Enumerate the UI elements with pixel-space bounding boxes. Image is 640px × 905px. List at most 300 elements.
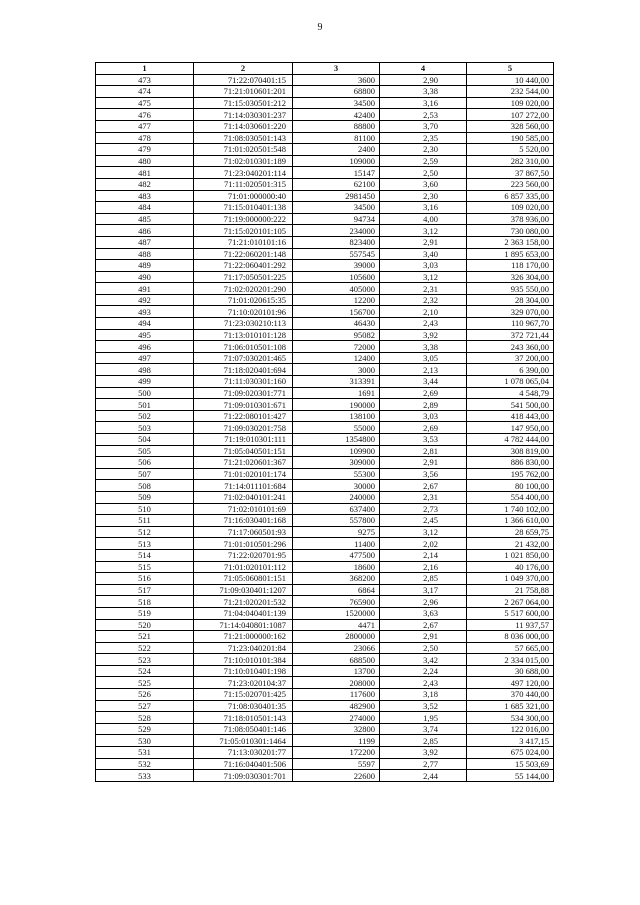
cadastral-number-cell: 71:02:040101:241: [194, 491, 293, 503]
row-number-cell: 525: [96, 677, 194, 689]
cadastral-number-cell: 71:16:030401:168: [194, 515, 293, 527]
row-number-cell: 477: [96, 120, 194, 132]
rate-cell: 2,91: [380, 236, 467, 248]
amount-cell: 28 659,75: [467, 526, 554, 538]
row-number-cell: 474: [96, 86, 194, 98]
cadastral-number-cell: 71:11:020501:315: [194, 178, 293, 190]
row-number-cell: 482: [96, 178, 194, 190]
cadastral-number-cell: 71:13:030201:77: [194, 747, 293, 759]
rate-cell: 3,52: [380, 700, 467, 712]
cadastral-number-cell: 71:17:050501:225: [194, 271, 293, 283]
table-row: [96, 399, 554, 411]
amount-cell: 30 688,00: [467, 665, 554, 677]
row-number-cell: 533: [96, 770, 194, 782]
table-row: [96, 144, 554, 156]
table-row: [96, 689, 554, 701]
table-row: [96, 700, 554, 712]
area-cell: 62100: [293, 178, 380, 190]
amount-cell: 21 432,00: [467, 538, 554, 550]
row-number-cell: 508: [96, 480, 194, 492]
table-row: [96, 538, 554, 550]
rate-cell: 2,53: [380, 109, 467, 121]
area-cell: 6864: [293, 584, 380, 596]
row-number-cell: 497: [96, 352, 194, 364]
area-cell: 11400: [293, 538, 380, 550]
row-number-cell: 487: [96, 236, 194, 248]
rate-cell: 3,44: [380, 376, 467, 388]
cadastral-number-cell: 71:23:020104:37: [194, 677, 293, 689]
area-cell: 30000: [293, 480, 380, 492]
column-header: 2: [194, 63, 293, 75]
rate-cell: 2,89: [380, 399, 467, 411]
cadastral-number-cell: 71:13:010101:128: [194, 329, 293, 341]
area-cell: 156700: [293, 306, 380, 318]
rate-cell: 2,02: [380, 538, 467, 550]
amount-cell: 80 100,00: [467, 480, 554, 492]
row-number-cell: 498: [96, 364, 194, 376]
cadastral-number-cell: 71:14:011101:684: [194, 480, 293, 492]
amount-cell: 118 170,00: [467, 260, 554, 272]
table-row: [96, 248, 554, 260]
rate-cell: 2,43: [380, 677, 467, 689]
area-cell: 3000: [293, 364, 380, 376]
amount-cell: 1 021 850,00: [467, 549, 554, 561]
rate-cell: 2,24: [380, 665, 467, 677]
table-row: [96, 631, 554, 643]
area-cell: 138100: [293, 410, 380, 422]
data-table: [95, 62, 554, 782]
amount-cell: 329 070,00: [467, 306, 554, 318]
amount-cell: 497 120,00: [467, 677, 554, 689]
table-row: [96, 364, 554, 376]
row-number-cell: 513: [96, 538, 194, 550]
cadastral-number-cell: 71:23:030210:113: [194, 318, 293, 330]
area-cell: 274000: [293, 712, 380, 724]
cadastral-number-cell: 71:15:020701:425: [194, 689, 293, 701]
amount-cell: 326 304,00: [467, 271, 554, 283]
table-row: [96, 178, 554, 190]
rate-cell: 2,45: [380, 515, 467, 527]
table-row: [96, 503, 554, 515]
area-cell: 9275: [293, 526, 380, 538]
rate-cell: 3,56: [380, 468, 467, 480]
table-header-row: [96, 63, 554, 75]
table-row: [96, 619, 554, 631]
amount-cell: 10 440,00: [467, 74, 554, 86]
cadastral-number-cell: 71:01:020101:174: [194, 468, 293, 480]
area-cell: 1199: [293, 735, 380, 747]
rate-cell: 3,16: [380, 97, 467, 109]
table-row: [96, 434, 554, 446]
row-number-cell: 530: [96, 735, 194, 747]
table-row: [96, 654, 554, 666]
row-number-cell: 486: [96, 225, 194, 237]
rate-cell: 4,00: [380, 213, 467, 225]
cadastral-number-cell: 71:09:030401:1207: [194, 584, 293, 596]
amount-cell: 5 517 600,00: [467, 607, 554, 619]
rate-cell: 2,90: [380, 74, 467, 86]
rate-cell: 3,63: [380, 607, 467, 619]
amount-cell: 1 078 065,04: [467, 376, 554, 388]
row-number-cell: 481: [96, 167, 194, 179]
rate-cell: 3,92: [380, 747, 467, 759]
row-number-cell: 514: [96, 549, 194, 561]
amount-cell: 195 762,00: [467, 468, 554, 480]
rate-cell: 3,12: [380, 225, 467, 237]
rate-cell: 2,35: [380, 132, 467, 144]
row-number-cell: 493: [96, 306, 194, 318]
area-cell: 4471: [293, 619, 380, 631]
cadastral-number-cell: 71:10:010401:198: [194, 665, 293, 677]
area-cell: 12200: [293, 294, 380, 306]
area-cell: 55300: [293, 468, 380, 480]
rate-cell: 3,38: [380, 86, 467, 98]
table-row: [96, 167, 554, 179]
page-number: 9: [317, 22, 323, 33]
amount-cell: 418 443,00: [467, 410, 554, 422]
table-row: [96, 190, 554, 202]
row-number-cell: 511: [96, 515, 194, 527]
rate-cell: 2,96: [380, 596, 467, 608]
row-number-cell: 521: [96, 631, 194, 643]
table-row: [96, 132, 554, 144]
rate-cell: 2,85: [380, 573, 467, 585]
row-number-cell: 524: [96, 665, 194, 677]
cadastral-number-cell: 71:15:030501:212: [194, 97, 293, 109]
rate-cell: 3,17: [380, 584, 467, 596]
cadastral-number-cell: 71:22:070401:15: [194, 74, 293, 86]
row-number-cell: 496: [96, 341, 194, 353]
row-number-cell: 519: [96, 607, 194, 619]
table-row: [96, 747, 554, 759]
area-cell: 42400: [293, 109, 380, 121]
amount-cell: 675 024,00: [467, 747, 554, 759]
rate-cell: 2,73: [380, 503, 467, 515]
amount-cell: 109 020,00: [467, 202, 554, 214]
cadastral-number-cell: 71:10:010101:384: [194, 654, 293, 666]
area-cell: 105600: [293, 271, 380, 283]
amount-cell: 554 400,00: [467, 491, 554, 503]
amount-cell: 28 304,00: [467, 294, 554, 306]
amount-cell: 122 016,00: [467, 723, 554, 735]
table-row: [96, 387, 554, 399]
rate-cell: 1,95: [380, 712, 467, 724]
amount-cell: 3 417,15: [467, 735, 554, 747]
rate-cell: 2,32: [380, 294, 467, 306]
table-row: [96, 584, 554, 596]
cadastral-number-cell: 71:11:030301:160: [194, 376, 293, 388]
row-number-cell: 480: [96, 155, 194, 167]
cadastral-number-cell: 71:05:040501:151: [194, 445, 293, 457]
row-number-cell: 491: [96, 283, 194, 295]
rate-cell: 2,50: [380, 642, 467, 654]
rate-cell: 2,91: [380, 631, 467, 643]
area-cell: 88800: [293, 120, 380, 132]
rate-cell: 2,81: [380, 445, 467, 457]
table-row: [96, 677, 554, 689]
row-number-cell: 504: [96, 434, 194, 446]
rate-cell: 3,18: [380, 689, 467, 701]
area-cell: 637400: [293, 503, 380, 515]
row-number-cell: 473: [96, 74, 194, 86]
row-number-cell: 512: [96, 526, 194, 538]
cadastral-number-cell: 71:15:010401:138: [194, 202, 293, 214]
cadastral-number-cell: 71:01:020615:35: [194, 294, 293, 306]
cadastral-number-cell: 71:23:040201:114: [194, 167, 293, 179]
area-cell: 368200: [293, 573, 380, 585]
cadastral-number-cell: 71:02:010101:69: [194, 503, 293, 515]
row-number-cell: 490: [96, 271, 194, 283]
row-number-cell: 507: [96, 468, 194, 480]
amount-cell: 6 390,00: [467, 364, 554, 376]
rate-cell: 3,38: [380, 341, 467, 353]
cadastral-number-cell: 71:05:060801:151: [194, 573, 293, 585]
rate-cell: 2,30: [380, 144, 467, 156]
rate-cell: 3,12: [380, 271, 467, 283]
table-row: [96, 422, 554, 434]
table-row: [96, 74, 554, 86]
column-header: 5: [467, 63, 554, 75]
table-row: [96, 86, 554, 98]
area-cell: 22600: [293, 770, 380, 782]
row-number-cell: 485: [96, 213, 194, 225]
area-cell: 172200: [293, 747, 380, 759]
rate-cell: 2,43: [380, 318, 467, 330]
table-row: [96, 376, 554, 388]
cadastral-number-cell: 71:01:010501:296: [194, 538, 293, 550]
rate-cell: 2,67: [380, 480, 467, 492]
amount-cell: 223 560,00: [467, 178, 554, 190]
area-cell: 208000: [293, 677, 380, 689]
amount-cell: 378 936,00: [467, 213, 554, 225]
cadastral-number-cell: 71:23:040201:84: [194, 642, 293, 654]
column-header: 4: [380, 63, 467, 75]
area-cell: 109000: [293, 155, 380, 167]
table-row: [96, 561, 554, 573]
table-row: [96, 225, 554, 237]
area-cell: 13700: [293, 665, 380, 677]
rate-cell: 3,42: [380, 654, 467, 666]
row-number-cell: 517: [96, 584, 194, 596]
area-cell: 823400: [293, 236, 380, 248]
row-number-cell: 495: [96, 329, 194, 341]
area-cell: 3600: [293, 74, 380, 86]
rate-cell: 2,91: [380, 457, 467, 469]
table-row: [96, 596, 554, 608]
table-row: [96, 549, 554, 561]
rate-cell: 2,31: [380, 491, 467, 503]
row-number-cell: 500: [96, 387, 194, 399]
row-number-cell: 478: [96, 132, 194, 144]
cadastral-number-cell: 71:18:020401:694: [194, 364, 293, 376]
table-row: [96, 341, 554, 353]
area-cell: 117600: [293, 689, 380, 701]
table-row: [96, 97, 554, 109]
rate-cell: 2,16: [380, 561, 467, 573]
row-number-cell: 527: [96, 700, 194, 712]
table-row: [96, 468, 554, 480]
area-cell: 81100: [293, 132, 380, 144]
row-number-cell: 529: [96, 723, 194, 735]
cadastral-number-cell: 71:08:030501:143: [194, 132, 293, 144]
amount-cell: 15 503,69: [467, 758, 554, 770]
amount-cell: 243 360,00: [467, 341, 554, 353]
area-cell: 23066: [293, 642, 380, 654]
cadastral-number-cell: 71:04:040401:139: [194, 607, 293, 619]
rate-cell: 2,14: [380, 549, 467, 561]
area-cell: 68800: [293, 86, 380, 98]
table-row: [96, 294, 554, 306]
amount-cell: 328 560,00: [467, 120, 554, 132]
rate-cell: 3,03: [380, 260, 467, 272]
area-cell: 240000: [293, 491, 380, 503]
rate-cell: 2,67: [380, 619, 467, 631]
table-row: [96, 283, 554, 295]
cadastral-number-cell: 71:02:010301:189: [194, 155, 293, 167]
cadastral-number-cell: 71:07:030201:465: [194, 352, 293, 364]
row-number-cell: 520: [96, 619, 194, 631]
rate-cell: 3,70: [380, 120, 467, 132]
row-number-cell: 518: [96, 596, 194, 608]
amount-cell: 109 020,00: [467, 97, 554, 109]
table-row: [96, 758, 554, 770]
row-number-cell: 499: [96, 376, 194, 388]
row-number-cell: 510: [96, 503, 194, 515]
cadastral-number-cell: 71:08:050401:146: [194, 723, 293, 735]
area-cell: 688500: [293, 654, 380, 666]
amount-cell: 886 830,00: [467, 457, 554, 469]
column-header: 1: [96, 63, 194, 75]
amount-cell: 5 520,00: [467, 144, 554, 156]
row-number-cell: 489: [96, 260, 194, 272]
area-cell: 234000: [293, 225, 380, 237]
cadastral-number-cell: 71:22:060401:292: [194, 260, 293, 272]
area-cell: 34500: [293, 202, 380, 214]
table-row: [96, 109, 554, 121]
area-cell: 32800: [293, 723, 380, 735]
table-row: [96, 712, 554, 724]
area-cell: 482900: [293, 700, 380, 712]
rate-cell: 3,74: [380, 723, 467, 735]
cadastral-number-cell: 71:09:010301:671: [194, 399, 293, 411]
amount-cell: 541 500,00: [467, 399, 554, 411]
row-number-cell: 523: [96, 654, 194, 666]
area-cell: 5597: [293, 758, 380, 770]
table-row: [96, 480, 554, 492]
table-row: [96, 329, 554, 341]
amount-cell: 232 544,00: [467, 86, 554, 98]
amount-cell: 110 967,70: [467, 318, 554, 330]
table-row: [96, 120, 554, 132]
rate-cell: 2,59: [380, 155, 467, 167]
amount-cell: 282 310,00: [467, 155, 554, 167]
rate-cell: 3,03: [380, 410, 467, 422]
row-number-cell: 532: [96, 758, 194, 770]
amount-cell: 40 176,00: [467, 561, 554, 573]
row-number-cell: 492: [96, 294, 194, 306]
rate-cell: 2,69: [380, 422, 467, 434]
table-row: [96, 236, 554, 248]
row-number-cell: 502: [96, 410, 194, 422]
area-cell: 15147: [293, 167, 380, 179]
table-row: [96, 735, 554, 747]
amount-cell: 21 758,88: [467, 584, 554, 596]
area-cell: 1691: [293, 387, 380, 399]
table-row: [96, 260, 554, 272]
cadastral-number-cell: 71:22:020701:95: [194, 549, 293, 561]
area-cell: 765900: [293, 596, 380, 608]
amount-cell: 1 685 321,00: [467, 700, 554, 712]
table-row: [96, 352, 554, 364]
area-cell: 18600: [293, 561, 380, 573]
table-row: [96, 526, 554, 538]
row-number-cell: 505: [96, 445, 194, 457]
cadastral-number-cell: 71:14:030301:237: [194, 109, 293, 121]
area-cell: 2981450: [293, 190, 380, 202]
area-cell: 72000: [293, 341, 380, 353]
rate-cell: 3,60: [380, 178, 467, 190]
amount-cell: 57 665,00: [467, 642, 554, 654]
area-cell: 46430: [293, 318, 380, 330]
table-row: [96, 642, 554, 654]
row-number-cell: 516: [96, 573, 194, 585]
cadastral-number-cell: 71:17:060501:93: [194, 526, 293, 538]
amount-cell: 308 819,00: [467, 445, 554, 457]
row-number-cell: 484: [96, 202, 194, 214]
area-cell: 2400: [293, 144, 380, 156]
table-row: [96, 607, 554, 619]
amount-cell: 370 440,00: [467, 689, 554, 701]
rate-cell: 3,92: [380, 329, 467, 341]
cadastral-number-cell: 71:14:040801:1087: [194, 619, 293, 631]
table-row: [96, 271, 554, 283]
area-cell: 557545: [293, 248, 380, 260]
rate-cell: 3,53: [380, 434, 467, 446]
table-row: [96, 515, 554, 527]
amount-cell: 1 049 370,00: [467, 573, 554, 585]
row-number-cell: 483: [96, 190, 194, 202]
table-row: [96, 155, 554, 167]
cadastral-number-cell: 71:01:020101:112: [194, 561, 293, 573]
amount-cell: 1 895 653,00: [467, 248, 554, 260]
cadastral-number-cell: 71:22:060201:148: [194, 248, 293, 260]
row-number-cell: 494: [96, 318, 194, 330]
cadastral-number-cell: 71:18:010501:143: [194, 712, 293, 724]
area-cell: 34500: [293, 97, 380, 109]
row-number-cell: 503: [96, 422, 194, 434]
row-number-cell: 528: [96, 712, 194, 724]
row-number-cell: 526: [96, 689, 194, 701]
area-cell: 1520000: [293, 607, 380, 619]
table-row: [96, 410, 554, 422]
area-cell: 95082: [293, 329, 380, 341]
rate-cell: 3,40: [380, 248, 467, 260]
area-cell: 1354800: [293, 434, 380, 446]
cadastral-number-cell: 71:21:020201:532: [194, 596, 293, 608]
area-cell: 313391: [293, 376, 380, 388]
rate-cell: 2,10: [380, 306, 467, 318]
table-row: [96, 318, 554, 330]
amount-cell: 534 300,00: [467, 712, 554, 724]
table-row: [96, 665, 554, 677]
area-cell: 2800000: [293, 631, 380, 643]
row-number-cell: 506: [96, 457, 194, 469]
cadastral-number-cell: 71:21:010101:16: [194, 236, 293, 248]
table-row: [96, 457, 554, 469]
table-row: [96, 573, 554, 585]
area-cell: 94734: [293, 213, 380, 225]
area-cell: 557800: [293, 515, 380, 527]
